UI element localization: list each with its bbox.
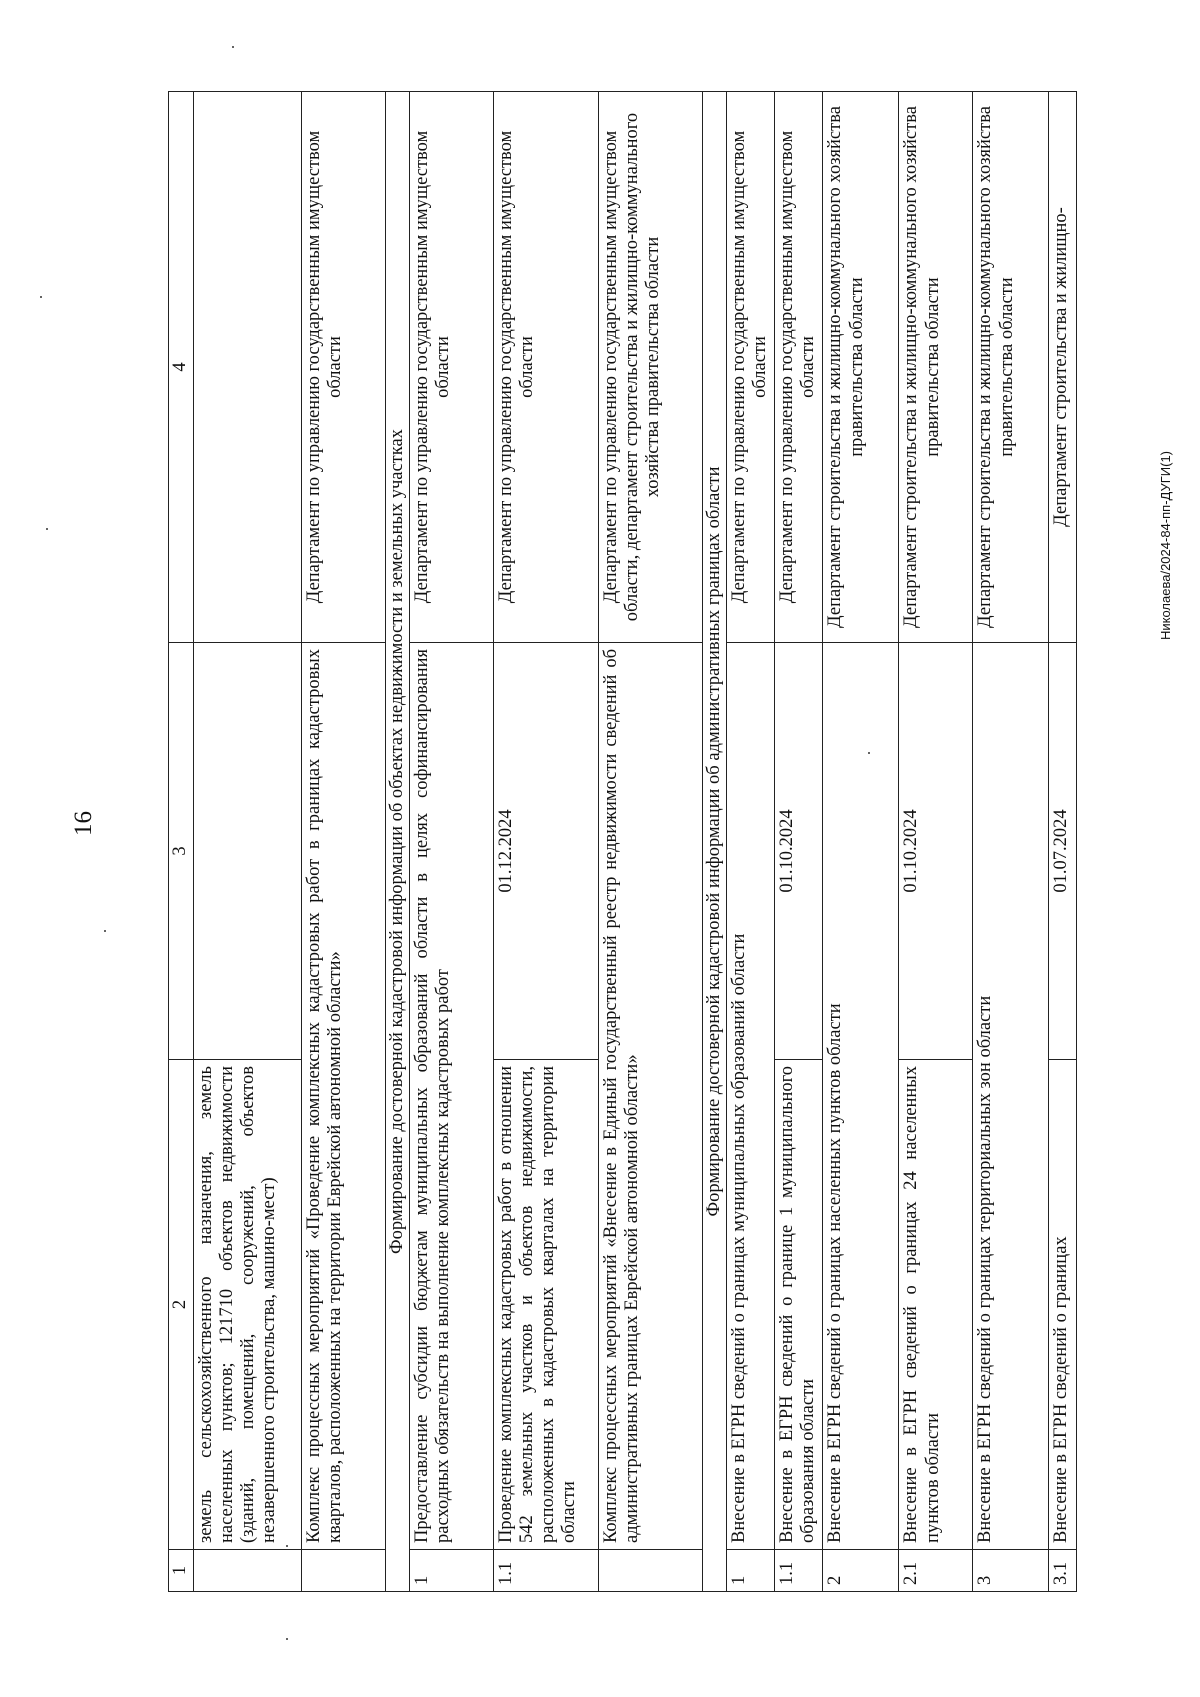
description-cell: Предоставление субсидии бюджетам муниципальных образований области в целях софинансирования расходных обязательств на выполнение комплексных кадастровых работ xyxy=(410,643,494,1550)
department-cell: Департамент по управлению государственным имуществом области xyxy=(410,92,494,643)
department-cell xyxy=(194,92,302,643)
scan-speck xyxy=(46,528,48,530)
table-row xyxy=(823,92,899,1592)
rotated-table-container xyxy=(168,92,1073,1592)
description-cell: Проведение комплексных кадастровых работ в отношении 542 земельных участков и объектов недвижимости, расположенных в кадастровых кварталах на территории области xyxy=(494,1060,599,1550)
section-row xyxy=(386,92,410,1592)
description-cell: Внесение в ЕГРН сведений о границах населенных пунктов области xyxy=(823,643,899,1550)
description-cell: Внесение в ЕГРН сведений о границах xyxy=(1049,1060,1077,1550)
row-number-cell: 1 xyxy=(727,1550,775,1592)
row-number-cell: 3.1 xyxy=(1049,1550,1077,1592)
department-cell: Департамент строительства и жилищно- xyxy=(1049,92,1077,643)
department-cell: Департамент по управлению государственным имуществом области, департамент строительства и жилищно-коммунального хозяйства правительства области xyxy=(599,92,703,643)
section-row xyxy=(703,92,727,1592)
table-header-row xyxy=(169,92,194,1592)
date-cell: 01.10.2024 xyxy=(775,643,823,1060)
department-cell: Департамент по управлению государственным имуществом области xyxy=(727,92,775,643)
row-number-cell xyxy=(194,1550,302,1592)
row-number-cell xyxy=(302,1550,386,1592)
description-cell: Внесение в ЕГРН сведений о границе 1 муниципального образования области xyxy=(775,1060,823,1550)
description-cell: Комплекс процессных мероприятий «Внесение в Единый государственный реестр недвижимости сведений об административных границах Еврейской автономной области» xyxy=(599,643,703,1550)
row-number-cell xyxy=(599,1550,703,1592)
scan-speck xyxy=(104,930,106,932)
description-cell: Комплекс процессных мероприятий «Проведение комплексных кадастровых работ в границах кадастровых кварталов, расположенных на территории Еврейской автономной области» xyxy=(302,643,386,1550)
schedule-table xyxy=(168,91,1077,1592)
scan-speck xyxy=(40,296,42,298)
description-cell: Внесение в ЕГРН сведений о границах муниципальных образований области xyxy=(727,643,775,1550)
row-number-cell: 1 xyxy=(410,1550,494,1592)
description-cell: Внесение в ЕГРН сведений о границах 24 населенных пунктов области xyxy=(899,1060,973,1550)
row-number-cell: 1.1 xyxy=(494,1550,599,1592)
row-number-cell: 3 xyxy=(973,1550,1049,1592)
row-number-cell: 2.1 xyxy=(899,1550,973,1592)
department-cell: Департамент строительства и жилищно-коммунального хозяйства правительства области xyxy=(899,92,973,643)
header-col-4: 4 xyxy=(169,92,194,643)
table-row xyxy=(194,92,302,1592)
table-row xyxy=(775,92,823,1592)
table-row xyxy=(410,92,494,1592)
header-col-2: 2 xyxy=(169,1060,194,1550)
table-row xyxy=(599,92,703,1592)
header-col-3: 3 xyxy=(169,643,194,1060)
date-cell: 01.07.2024 xyxy=(1049,643,1077,1060)
department-cell: Департамент строительства и жилищно-коммунального хозяйства правительства области xyxy=(823,92,899,643)
date-cell: 01.10.2024 xyxy=(899,643,973,1060)
table-row xyxy=(1049,92,1077,1592)
date-cell: 01.12.2024 xyxy=(494,643,599,1060)
section-heading: Формирование достоверной кадастровой информации об объектах недвижимости и земельных участках xyxy=(386,92,410,1592)
date-cell xyxy=(194,643,302,1060)
document-code: Николаева/2024-84-пп-ДУГИ(1) xyxy=(1158,450,1173,640)
department-cell: Департамент строительства и жилищно-коммунального хозяйства правительства области xyxy=(973,92,1049,643)
page-number: 16 xyxy=(70,811,97,836)
row-number-cell: 2 xyxy=(823,1550,899,1592)
description-cell: Внесение в ЕГРН сведений о границах территориальных зон области xyxy=(973,643,1049,1550)
department-cell: Департамент по управлению государственным имуществом области xyxy=(494,92,599,643)
description-cell: земель сельскохозяйственного назначения, земель населенных пунктов; 121710 объектов недвижимости (зданий, помещений, сооружений, объектов незавершенного строительства, машино-мест) xyxy=(194,1060,302,1550)
table-row xyxy=(302,92,386,1592)
department-cell: Департамент по управлению государственным имуществом области xyxy=(775,92,823,643)
row-number-cell: 1.1 xyxy=(775,1550,823,1592)
header-col-1: 1 xyxy=(169,1550,194,1592)
table-row xyxy=(494,92,599,1592)
table-row xyxy=(727,92,775,1592)
table-row xyxy=(973,92,1049,1592)
table-row xyxy=(899,92,973,1592)
department-cell: Департамент по управлению государственным имуществом области xyxy=(302,92,386,643)
scan-speck xyxy=(286,1638,288,1640)
section-heading: Формирование достоверной кадастровой информации об административных границах области xyxy=(703,92,727,1592)
scan-speck xyxy=(232,46,234,48)
